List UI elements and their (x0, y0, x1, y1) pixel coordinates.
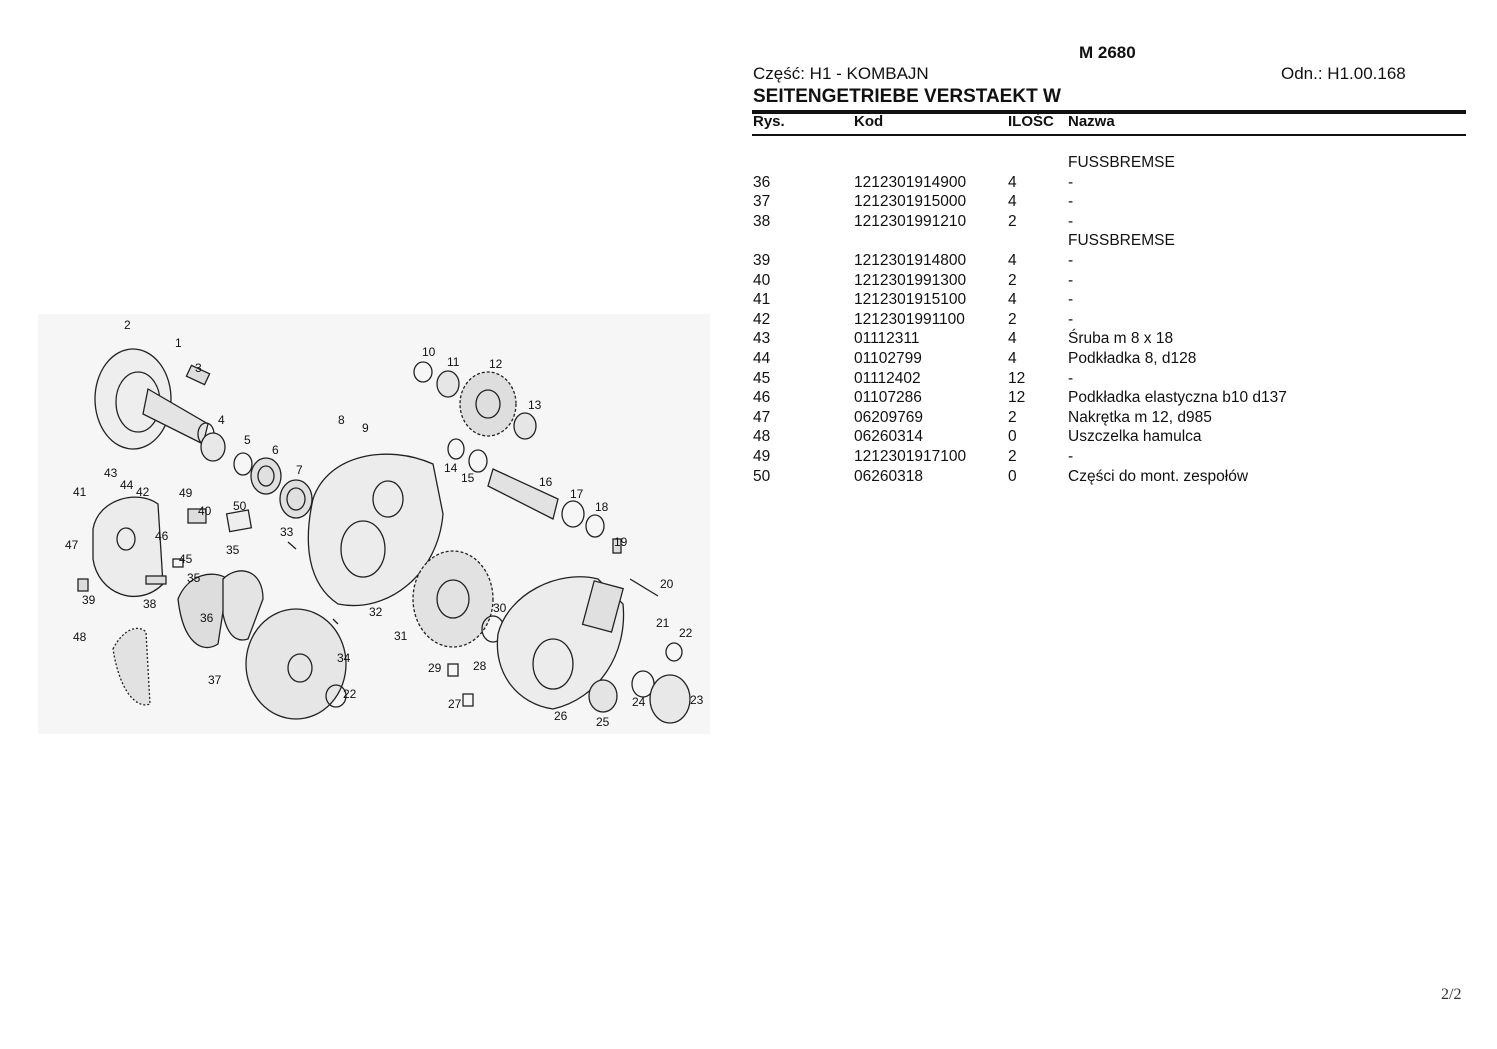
table-row (753, 467, 1465, 487)
table-row (753, 251, 1465, 271)
svg-text:20: 20 (660, 577, 674, 591)
svg-text:25: 25 (596, 715, 610, 729)
cell-nazwa: FUSSBREMSE (1068, 154, 1175, 171)
svg-text:45: 45 (179, 552, 193, 566)
cell-nazwa: - (1068, 310, 1074, 328)
svg-text:23: 23 (690, 693, 704, 707)
svg-text:7: 7 (296, 463, 303, 477)
cell-kod: 01102799 (854, 349, 922, 367)
table-row (753, 173, 1465, 193)
cell-rys: 41 (753, 291, 771, 309)
svg-text:10: 10 (422, 345, 436, 359)
cell-ilosc: 2 (1008, 310, 1017, 328)
svg-text:1: 1 (175, 336, 182, 350)
cell-ilosc: 4 (1008, 291, 1017, 309)
svg-text:30: 30 (493, 601, 507, 615)
table-row (753, 290, 1465, 310)
cell-ilosc: 0 (1008, 428, 1017, 446)
svg-text:19: 19 (614, 535, 628, 549)
svg-text:35: 35 (226, 543, 240, 557)
cell-kod: 1212301991100 (854, 310, 965, 328)
cell-nazwa: - (1068, 291, 1074, 309)
column-header-ilosc: ILOŚC (1008, 113, 1054, 130)
cell-kod: 1212301914800 (854, 251, 967, 269)
table-row (753, 388, 1465, 408)
cell-rys: 45 (753, 369, 771, 387)
model-number: M 2680 (1079, 43, 1136, 62)
cell-kod: 06260314 (854, 428, 923, 446)
cell-rys: 37 (753, 193, 771, 211)
cell-ilosc: 4 (1008, 193, 1017, 211)
svg-text:22: 22 (679, 626, 693, 640)
exploded-parts-diagram (38, 314, 710, 734)
cell-kod: 1212301917100 (854, 447, 967, 465)
svg-text:47: 47 (65, 538, 79, 552)
table-row (753, 153, 1465, 173)
svg-text:44: 44 (120, 478, 134, 492)
column-header-divider (752, 134, 1466, 136)
diagram-drawing (38, 314, 710, 734)
cell-nazwa: Nakrętka m 12, d985 (1068, 408, 1212, 426)
table-row (753, 349, 1465, 369)
svg-text:29: 29 (428, 661, 442, 675)
svg-text:24: 24 (632, 695, 646, 709)
cell-nazwa: - (1068, 271, 1074, 289)
cell-ilosc: 4 (1008, 251, 1017, 269)
table-row (753, 408, 1465, 428)
svg-text:33: 33 (280, 525, 294, 539)
cell-ilosc: 2 (1008, 408, 1017, 426)
cell-ilosc: 12 (1008, 369, 1026, 387)
svg-text:46: 46 (155, 529, 169, 543)
svg-text:4: 4 (218, 413, 225, 427)
table-row (753, 192, 1465, 212)
cell-ilosc: 4 (1008, 173, 1017, 191)
cell-nazwa: - (1068, 193, 1074, 211)
cell-nazwa: - (1068, 212, 1074, 230)
svg-text:38: 38 (143, 597, 157, 611)
table-row (753, 329, 1465, 349)
column-header-nazwa: Nazwa (1068, 113, 1115, 130)
svg-text:2: 2 (124, 318, 131, 332)
cell-ilosc: 2 (1008, 447, 1017, 465)
column-header-kod: Kod (854, 113, 884, 130)
cell-nazwa: - (1068, 447, 1074, 465)
svg-text:39: 39 (82, 593, 96, 607)
svg-text:43: 43 (104, 466, 118, 480)
cell-ilosc: 2 (1008, 212, 1017, 230)
svg-text:49: 49 (179, 486, 193, 500)
svg-text:50: 50 (233, 499, 247, 513)
cell-ilosc: 4 (1008, 349, 1017, 367)
svg-text:42: 42 (136, 485, 150, 499)
svg-text:13: 13 (528, 398, 542, 412)
cell-rys: 40 (753, 271, 771, 289)
svg-text:48: 48 (73, 630, 87, 644)
svg-text:22: 22 (343, 687, 357, 701)
cell-nazwa: Uszczelka hamulca (1068, 428, 1202, 446)
cell-nazwa: Śruba m 8 x 18 (1068, 330, 1174, 348)
svg-text:11: 11 (447, 355, 460, 369)
part-group-label: Część: H1 - KOMBAJN (753, 64, 929, 83)
cell-nazwa: - (1068, 251, 1074, 269)
cell-ilosc: 2 (1008, 271, 1017, 289)
cell-rys: 43 (753, 330, 771, 348)
cell-kod: 1212301991300 (854, 271, 967, 289)
svg-text:15: 15 (461, 471, 475, 485)
cell-rys: 47 (753, 408, 771, 426)
svg-text:9: 9 (362, 421, 369, 435)
cell-nazwa: Części do mont. zespołów (1068, 467, 1249, 485)
svg-text:26: 26 (554, 709, 568, 723)
svg-text:21: 21 (656, 616, 670, 630)
cell-nazwa: Podkładka elastyczna b10 d137 (1068, 389, 1287, 407)
cell-rys: 36 (753, 173, 771, 191)
cell-kod: 1212301991210 (854, 212, 967, 230)
table-row (753, 447, 1465, 467)
cell-rys: 39 (753, 251, 771, 269)
svg-text:28: 28 (473, 659, 487, 673)
cell-rys: 46 (753, 389, 771, 407)
cell-rys: 49 (753, 447, 771, 465)
svg-text:3: 3 (195, 361, 202, 375)
cell-nazwa: Podkładka 8, d128 (1068, 349, 1197, 367)
cell-nazwa: FUSSBREMSE (1068, 232, 1175, 250)
svg-text:37: 37 (208, 673, 222, 687)
page-number: 2/2 (1441, 986, 1462, 1003)
svg-text:18: 18 (595, 500, 609, 514)
table-row (753, 427, 1465, 447)
svg-text:34: 34 (337, 651, 351, 665)
svg-text:41: 41 (73, 485, 87, 499)
svg-text:35: 35 (187, 571, 201, 585)
cell-kod: 06260318 (854, 467, 923, 485)
cell-kod: 1212301915000 (854, 193, 967, 211)
cell-ilosc: 4 (1008, 330, 1017, 348)
cell-kod: 01112311 (854, 330, 920, 348)
svg-text:36: 36 (200, 611, 214, 625)
cell-kod: 01112402 (854, 369, 921, 387)
svg-text:6: 6 (272, 443, 279, 457)
cell-rys: 42 (753, 310, 771, 328)
svg-text:14: 14 (444, 461, 458, 475)
svg-text:8: 8 (338, 413, 345, 427)
table-row (753, 231, 1465, 251)
cell-rys: 50 (753, 467, 771, 485)
svg-text:27: 27 (448, 697, 462, 711)
svg-text:16: 16 (539, 475, 553, 489)
svg-text:31: 31 (394, 629, 408, 643)
cell-ilosc: 0 (1008, 467, 1017, 485)
svg-text:12: 12 (489, 357, 503, 371)
reference-number: Odn.: H1.00.168 (1281, 64, 1406, 83)
parts-list (753, 153, 1465, 486)
cell-rys: 38 (753, 212, 771, 230)
cell-kod: 01107286 (854, 389, 922, 407)
svg-text:40: 40 (198, 504, 212, 518)
cell-kod: 06209769 (854, 408, 923, 426)
assembly-title: SEITENGETRIEBE VERSTAEKT W (753, 86, 1061, 107)
cell-nazwa: - (1068, 369, 1074, 387)
table-row (753, 271, 1465, 291)
cell-kod: 1212301914900 (854, 173, 967, 191)
table-row (753, 310, 1465, 330)
cell-rys: 44 (753, 349, 771, 367)
cell-ilosc: 12 (1008, 389, 1026, 407)
svg-text:17: 17 (570, 487, 584, 501)
svg-text:32: 32 (369, 605, 383, 619)
svg-text:5: 5 (244, 433, 251, 447)
cell-rys: 48 (753, 428, 771, 446)
cell-kod: 1212301915100 (854, 291, 967, 309)
table-row (753, 212, 1465, 232)
cell-nazwa: - (1068, 173, 1074, 191)
column-header-rys: Rys. (753, 113, 785, 130)
table-row (753, 369, 1465, 389)
